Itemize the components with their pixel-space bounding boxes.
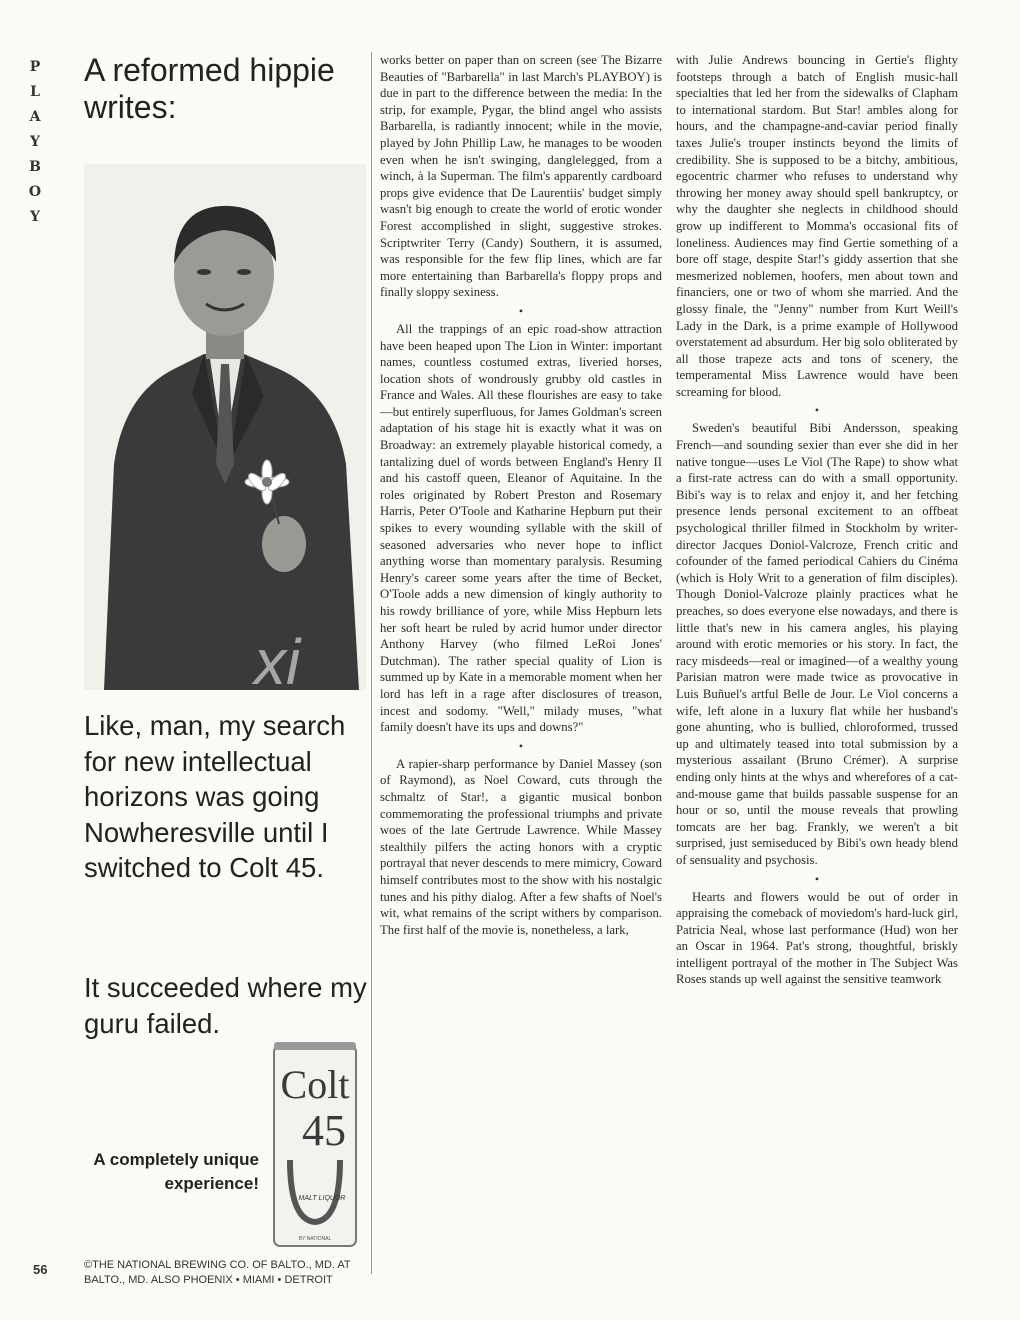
masthead-letter: B (29, 159, 41, 175)
article-paragraph: All the trappings of an epic road-show attraction have been heaped upon The Lion in Winter: important names, countless costumed extras, liveried horses, location shots of wondrously grubby old castles in France and Wales. All these flourishes are easy to take—but entirely superfluous, for James Goldman's screen adaptation of his stage hit is exactly what it was on Broadway: an extremely playable historical comedy, a tantalizing duel of words between England's Henry II and his castoff queen, Eleanor of Aquitaine. In the roles originated by Robert Preston and Rosemary Harris, Peter O'Toole and Katharine Hepburn put their spikes to every wounding syllable with the skill of seasoned adversaries who never hope to inflict anything worse than momentary paralysis. Resuming Henry's career some years after the time of Becket, O'Toole adds a new dimension of kingly authority to his rowdy brilliance of yore, while Miss Hepburn lets her soft heart be ruled by acrid humor under director Anthony Harvey (who filmed LeRoi Jones' Dutchman). The rather special quality of Lion is summed up by Kate in a memorable moment when her lord has left in a rage after disclosures of treason, incest and sodomy. "Well," milady muses, "what family doesn't have its ups and downs?" (380, 321, 662, 735)
masthead-letter: P (29, 59, 41, 75)
section-bullet: • (814, 403, 820, 418)
magazine-masthead (20, 55, 50, 225)
can-brand-number: 45 (302, 1106, 346, 1155)
section-bullet: • (518, 738, 524, 753)
ad-body-copy: Like, man, my search for new intellectual horizons was going Nowheresville until I switched to Colt 45. (84, 710, 346, 883)
article-paragraph: Sweden's beautiful Bibi Andersson, speaking French—and sounding sexier than ever she did in her native tongue—uses Le Viol (The Rape) to show what a first-rate actress can do with a small opportunity. Bibi's way is to relax and enjoy it, and her fetching presence lends personal excitement to an offbeat psychological thriller filmed in Stockholm by writer-director Jacques Doniol-Valcroze, French critic and cofounder of the famed periodical Cahiers du Cinéma (which is Holy Writ to a generation of film disciples). Though Doniol-Valcroze plainly practices what he preaches, so does everyone else nowadays, and there is little that's new in his camera angles, his playing around with erotic memories or his story. In fact, the racy misdeeds—real or imagined—of a wealthy young Parisian matron were made twice as provocative in Luis Buñuel's artful Belle de Jour. Le Viol concerns a wife, left alone in a luxury flat while her husband's gone ahunting, who is bullied, chloroformed, trussed up and ultimately teased into total submission by a mysterious assailant (Bruno Crémer). A surprise ending only hints at the whys and wherefores of a cat-and-mouse game that builds passable suspense for an hour or so, until the mouse reveals that prowling tomcats are her bag. Frankly, we weren't a bit surprised, just semiseduced by Bibi's own heady blend of sensuality and psychosis. (676, 421, 958, 867)
article-paragraph: works better on paper than on screen (see The Bizarre Beauties of "Barbarella" in last March's PLAYBOY) is due in part to the difference between the media: In the strip, for example, Pygar, the blind angel who assists Barbarella, is radiantly innocent; while in the movie, played by John Phillip Law, he manages to be wooden even when he isn't swinging, danglelegged, from a winch, à la Superman. The film's apparently cardboard props give evidence that De Laurentiis' budget simply wasn't big enough to create the world of erotic wonder Forest accomplished in slight, suggestive strokes. Scriptwriter Terry (Candy) Southern, it is assumed, was responsible for the few flip lines, which are far more entertaining than Barbarella's floppy props and finally sloppy sexiness. (380, 53, 662, 300)
masthead-letter: O (28, 184, 42, 200)
colt45-can-image (272, 1040, 358, 1252)
masthead-letter: Y (30, 134, 40, 150)
page-number: 56 (33, 1262, 48, 1277)
article-paragraph: A rapier-sharp performance by Daniel Massey (son of Raymond), as Noel Coward, cuts through the schmaltz of Star!, a gigantic musical bonbon commemorating the professional triumphs and private woes of the late Gertrude Lawrence. While Massey stealthily pilfers the acting honors with a cryptic portrayal that never descends to mere mimicry, Coward himself contributes most to the show with his nostalgic tunes and his pithy dialog. After a few shafts of Noel's wit, what remains of the script withers by comparison. The first half of the movie is, nonetheless, a lark, (380, 756, 662, 937)
ad-headline: A reformed hippie writes: (84, 52, 335, 125)
column-divider (371, 52, 372, 1274)
can-label: MALT LIQUOR (298, 1195, 346, 1202)
section-bullet: • (518, 303, 524, 318)
ad-credit-line: ©THE NATIONAL BREWING CO. OF BALTO., MD. AT BALTO., MD. ALSO PHOENIX • MIAMI • DETROIT (84, 1259, 351, 1286)
article-paragraph: Hearts and flowers would be out of order in appraising the comeback of moviedom's hard-luck girl, Patricia Neal, whose last performance (Hud) won her an Oscar in 1964. Pat's strong, thoughtful, briskly intelligent portrayal of the mother in The Subject Was Roses stands up well against the sensitive teamwork (676, 889, 958, 987)
photo-watermark: xi (254, 626, 301, 690)
article-column-2 (676, 52, 958, 988)
masthead-letter: L (30, 84, 40, 100)
can-brand-top: Colt (280, 1062, 350, 1107)
can-maker: BY NATIONAL (298, 1236, 332, 1242)
masthead-letter: Y (30, 209, 40, 225)
section-bullet: • (814, 871, 820, 886)
ad-tagline: A completely unique experience! (93, 1150, 259, 1193)
article-column-1 (380, 52, 662, 938)
ad-photo-man-with-flower (84, 164, 366, 690)
article-paragraph: with Julie Andrews bouncing in Gertie's flighty footsteps through a batch of English music-hall specialties that led her from the sidewalks of Clapham to international stardom. But Star! ambles along for hours, and the champagne-and-caviar period finally taxes Julie's trouper instincts beyond the limits of credibility. She is supposed to be a bitchy, ambitious, egocentric charmer who refuses to understand why throwing her money away should spell bankruptcy, or why the daughter she neglects in childhood should grow up indifferent to Momma's occasional fits of loneliness. Audiences may find Gertie something of a bore off stage, despite Star!'s giddy assertion that she mesmerized noblemen, hoofers, men about town and financiers, one or two of whom she married. And the glossy finale, the "Jenny" number from Kurt Weill's Lady in the Dark, is a prime example of Hollywood overstatement ad absurdum. Her big solo obliterated by all those trapeze acts and tons of scenery, the temperamental Miss Lawrence would have been screaming for blood. (676, 53, 958, 399)
masthead-letter: A (29, 109, 41, 125)
ad-body-copy-2: It succeeded where my guru failed. (84, 972, 367, 1039)
